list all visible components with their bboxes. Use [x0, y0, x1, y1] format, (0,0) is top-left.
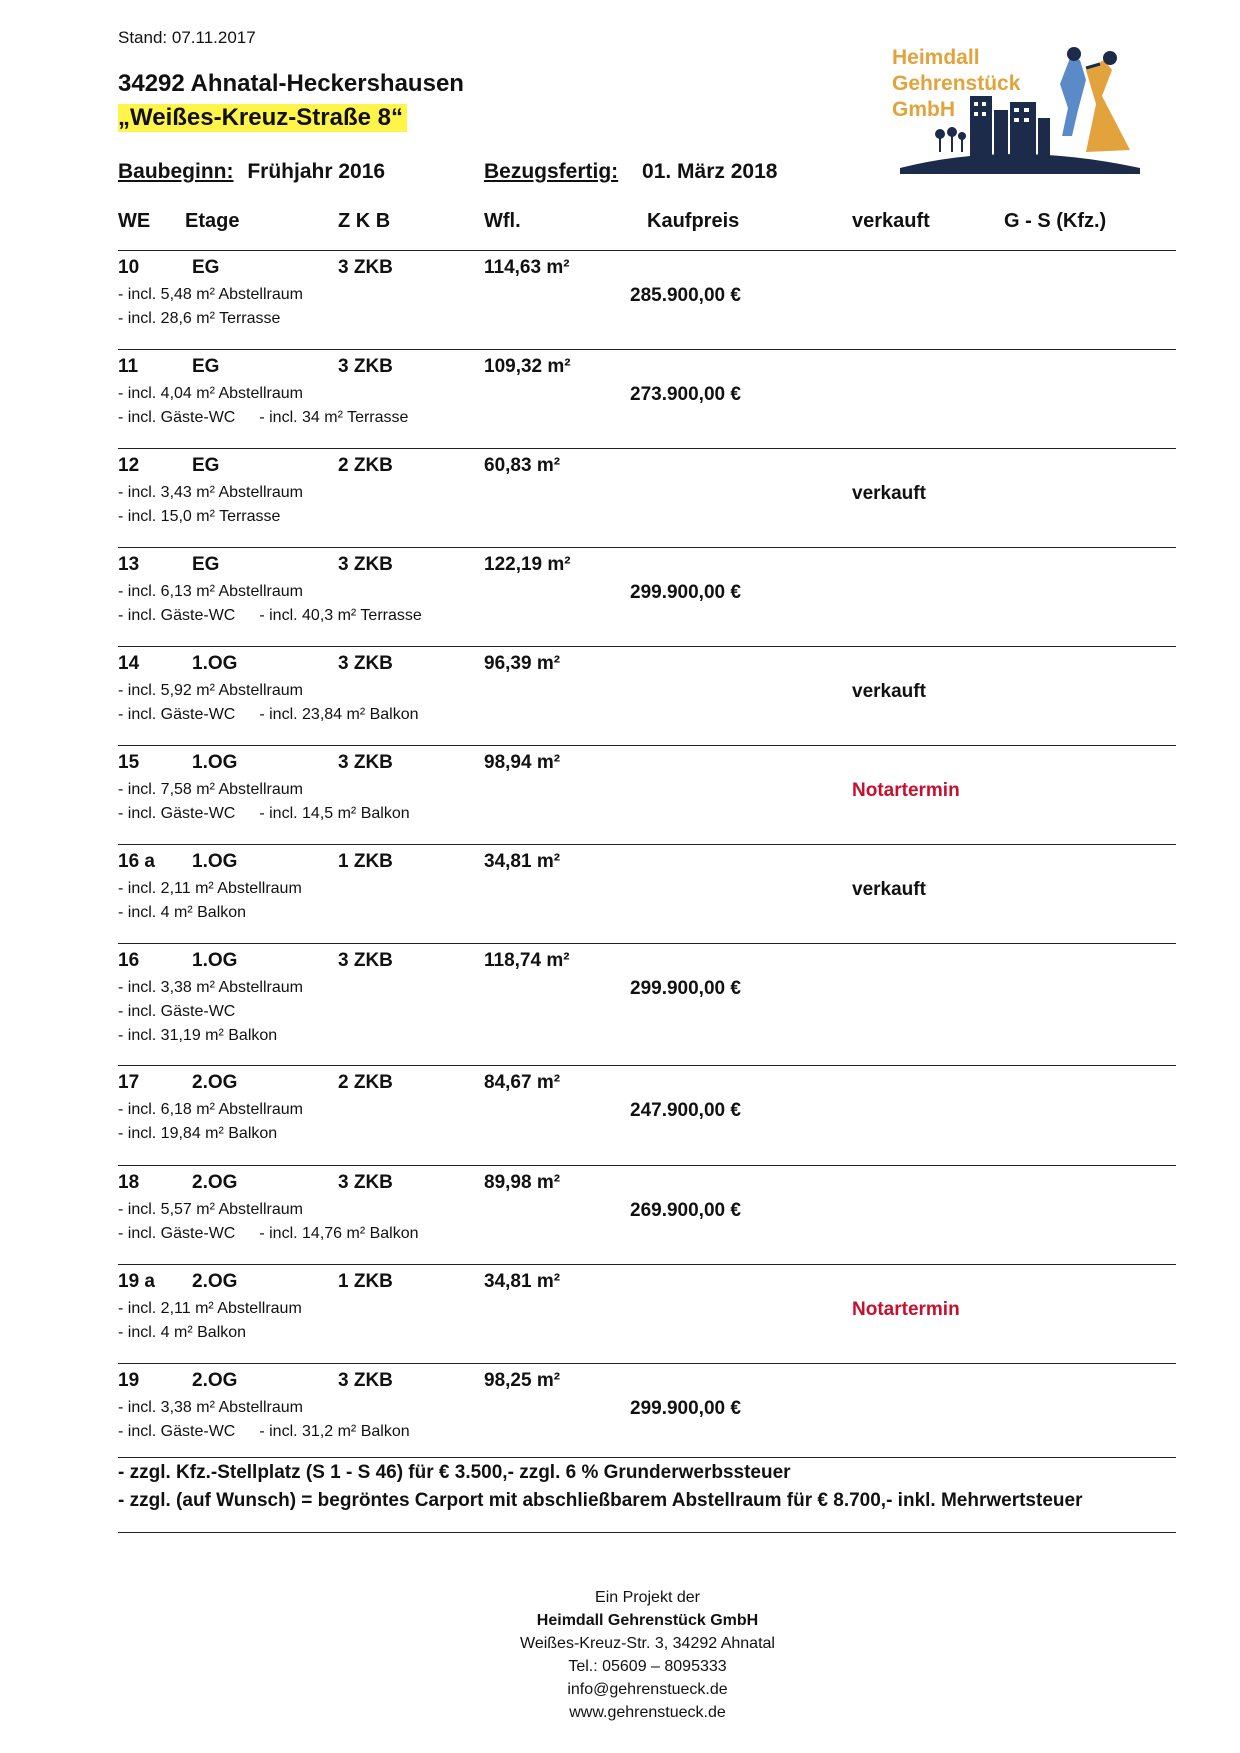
- unit-number: 19: [118, 1370, 140, 1391]
- divider: [118, 1264, 1176, 1265]
- unit-number: 19 a: [118, 1271, 155, 1292]
- unit-detail: - incl. 3,38 m² Abstellraum: [118, 979, 303, 996]
- unit-detail: - incl. Gäste-WC: [118, 805, 236, 822]
- unit-area: 89,98 m²: [484, 1172, 561, 1193]
- unit-number: 14: [118, 653, 140, 674]
- bezugsfertig: [484, 160, 777, 184]
- col-header-verkauft: verkauft: [852, 210, 930, 232]
- footer-company: Heimdall Gehrenstück GmbH: [536, 1612, 759, 1629]
- unit-price: 247.900,00 €: [630, 1100, 741, 1121]
- unit-detail-line: [118, 1225, 419, 1243]
- unit-detail-line: [118, 904, 246, 922]
- divider: [118, 250, 1176, 251]
- unit-detail: - incl. 5,48 m² Abstellraum: [118, 286, 303, 303]
- unit-detail: - incl. 31,19 m² Balkon: [118, 1027, 278, 1044]
- unit-detail-line: [118, 1201, 303, 1219]
- stand-date: Stand: 07.11.2017: [118, 28, 256, 47]
- divider: [118, 844, 1176, 845]
- unit-number: 16: [118, 950, 140, 971]
- unit-detail: - incl. 3,43 m² Abstellraum: [118, 484, 303, 501]
- company-logo: [890, 40, 1150, 180]
- unit-area: 34,81 m²: [484, 851, 561, 872]
- unit-detail-line: [118, 1423, 410, 1441]
- col-header-zkb: Z K B: [338, 210, 391, 232]
- bezugsfertig-label: Bezugsfertig:: [484, 160, 619, 183]
- col-header-gs: G - S (Kfz.): [1004, 210, 1107, 232]
- unit-rooms: 3 ZKB: [338, 653, 393, 674]
- unit-detail: - incl. Gäste-WC: [118, 1003, 236, 1020]
- divider: [118, 1363, 1176, 1364]
- divider: [118, 1165, 1176, 1166]
- col-header-etage: Etage: [185, 210, 240, 232]
- col-header-wfl: Wfl.: [484, 210, 521, 232]
- unit-detail-line: [118, 682, 303, 700]
- unit-floor: 1.OG: [192, 950, 238, 971]
- unit-rooms: 3 ZKB: [338, 1370, 393, 1391]
- col-header-we: WE: [118, 210, 151, 232]
- unit-area: 114,63 m²: [484, 257, 570, 278]
- unit-rooms: 3 ZKB: [338, 1172, 393, 1193]
- unit-floor: EG: [192, 257, 220, 278]
- project-city: 34292 Ahnatal-Heckershausen: [118, 70, 464, 97]
- unit-floor: 1.OG: [192, 653, 238, 674]
- unit-detail: - incl. Gäste-WC: [118, 607, 236, 624]
- unit-floor: 1.OG: [192, 851, 238, 872]
- unit-detail-line: [118, 508, 280, 526]
- unit-detail: - incl. 6,18 m² Abstellraum: [118, 1101, 303, 1118]
- unit-number: 10: [118, 257, 140, 278]
- unit-area: 98,94 m²: [484, 752, 561, 773]
- unit-area: 109,32 m²: [484, 356, 571, 377]
- unit-number: 16 a: [118, 851, 155, 872]
- dancers-icon: [1060, 47, 1130, 152]
- unit-rooms: 3 ZKB: [338, 752, 393, 773]
- unit-floor: 1.OG: [192, 752, 238, 773]
- divider: [118, 547, 1176, 548]
- unit-rooms: 3 ZKB: [338, 257, 393, 278]
- unit-detail: - incl. Gäste-WC: [118, 409, 236, 426]
- tree-icon: [935, 127, 966, 152]
- unit-number: 11: [118, 356, 139, 377]
- unit-detail: - incl. 5,92 m² Abstellraum: [118, 682, 303, 699]
- unit-detail-line: [118, 607, 422, 625]
- unit-detail: - incl. 14,5 m² Balkon: [259, 805, 410, 822]
- divider: [118, 1532, 1176, 1533]
- unit-floor: EG: [192, 356, 220, 377]
- unit-number: 18: [118, 1172, 140, 1193]
- unit-detail-line: [118, 805, 410, 823]
- unit-detail-line: [118, 409, 408, 427]
- unit-detail: - incl. 7,58 m² Abstellraum: [118, 781, 303, 798]
- unit-detail: - incl. 4,04 m² Abstellraum: [118, 385, 303, 402]
- note-carport: - zzgl. (auf Wunsch) = begröntes Carport mit abschließbarem Abstellraum für € 8.700,- inkl. Mehrwertsteuer: [118, 1490, 1083, 1511]
- unit-detail-line: [118, 385, 303, 403]
- unit-rooms: 1 ZKB: [338, 1271, 393, 1292]
- unit-floor: 2.OG: [192, 1370, 238, 1391]
- unit-detail-line: [118, 1003, 235, 1021]
- divider: [118, 448, 1176, 449]
- divider: [118, 943, 1176, 944]
- unit-detail-line: [118, 1027, 277, 1045]
- unit-detail: - incl. Gäste-WC: [118, 1225, 236, 1242]
- unit-detail-line: [118, 706, 419, 724]
- unit-price: 299.900,00 €: [630, 1398, 741, 1419]
- footer-address: Weißes-Kreuz-Str. 3, 34292 Ahnatal: [520, 1635, 775, 1652]
- unit-detail: - incl. 5,57 m² Abstellraum: [118, 1201, 303, 1218]
- unit-status: verkauft: [852, 483, 926, 504]
- unit-rooms: 3 ZKB: [338, 950, 393, 971]
- footer-email: info@gehrenstueck.de: [567, 1681, 728, 1698]
- unit-detail: - incl. 2,11 m² Abstellraum: [118, 880, 302, 897]
- unit-detail: - incl. 4 m² Balkon: [118, 1324, 247, 1341]
- unit-area: 96,39 m²: [484, 653, 561, 674]
- unit-detail-line: [118, 583, 303, 601]
- unit-price: 269.900,00 €: [630, 1200, 741, 1221]
- divider: [118, 745, 1176, 746]
- unit-detail: - incl. 6,13 m² Abstellraum: [118, 583, 303, 600]
- divider: [118, 646, 1176, 647]
- unit-detail: - incl. Gäste-WC: [118, 706, 236, 723]
- project-street: „Weißes-Kreuz-Straße 8“: [118, 104, 407, 132]
- unit-detail: - incl. Gäste-WC: [118, 1423, 236, 1440]
- logo-text-line3: GmbH: [892, 98, 955, 121]
- unit-detail: - incl. 15,0 m² Terrasse: [118, 508, 281, 525]
- unit-area: 34,81 m²: [484, 1271, 561, 1292]
- unit-number: 12: [118, 455, 140, 476]
- unit-floor: EG: [192, 554, 220, 575]
- unit-detail-line: [118, 880, 302, 898]
- unit-status: Notartermin: [852, 780, 960, 801]
- unit-detail-line: [118, 1125, 277, 1143]
- footer-intro: Ein Projekt der: [595, 1589, 700, 1606]
- unit-rooms: 2 ZKB: [338, 1072, 393, 1093]
- divider: [118, 1065, 1176, 1066]
- unit-detail-line: [118, 1101, 303, 1119]
- unit-detail-line: [118, 1300, 302, 1318]
- logo-text-line1: Heimdall: [892, 46, 980, 69]
- unit-detail: - incl. 31,2 m² Balkon: [259, 1423, 410, 1440]
- unit-floor: 2.OG: [192, 1172, 238, 1193]
- note-stellplatz: - zzgl. Kfz.-Stellplatz (S 1 - S 46) für € 3.500,- zzgl. 6 % Grunderwerbssteuer: [118, 1462, 791, 1483]
- unit-detail-line: [118, 979, 303, 997]
- baubeginn-label: Baubeginn:: [118, 160, 234, 183]
- unit-price: 273.900,00 €: [630, 384, 741, 405]
- unit-number: 13: [118, 554, 140, 575]
- unit-detail: - incl. 28,6 m² Terrasse: [118, 310, 281, 327]
- unit-status: verkauft: [852, 879, 926, 900]
- unit-detail: - incl. 14,76 m² Balkon: [259, 1225, 419, 1242]
- unit-detail: - incl. 4 m² Balkon: [118, 904, 247, 921]
- col-header-kaufpreis: Kaufpreis: [647, 210, 740, 232]
- unit-floor: 2.OG: [192, 1072, 238, 1093]
- baubeginn-value: Frühjahr 2016: [247, 160, 386, 183]
- unit-rooms: 3 ZKB: [338, 356, 393, 377]
- unit-detail: - incl. 2,11 m² Abstellraum: [118, 1300, 302, 1317]
- footer-web: www.gehrenstueck.de: [569, 1704, 726, 1721]
- unit-detail-line: [118, 286, 303, 304]
- unit-status: verkauft: [852, 681, 926, 702]
- unit-number: 17: [118, 1072, 140, 1093]
- unit-detail: - incl. 3,38 m² Abstellraum: [118, 1399, 303, 1416]
- baubeginn: [118, 160, 385, 184]
- unit-floor: EG: [192, 455, 220, 476]
- logo-text-line2: Gehrenstück: [892, 72, 1021, 95]
- unit-rooms: 1 ZKB: [338, 851, 393, 872]
- footer: [0, 1586, 1240, 1724]
- unit-detail: - incl. 23,84 m² Balkon: [259, 706, 419, 723]
- bezugsfertig-value: 01. März 2018: [642, 160, 778, 183]
- unit-status: Notartermin: [852, 1299, 960, 1320]
- unit-detail-line: [118, 484, 303, 502]
- unit-rooms: 2 ZKB: [338, 455, 393, 476]
- unit-detail: - incl. 40,3 m² Terrasse: [259, 607, 422, 624]
- unit-rooms: 3 ZKB: [338, 554, 393, 575]
- unit-detail: - incl. 34 m² Terrasse: [259, 409, 409, 426]
- unit-price: 285.900,00 €: [630, 285, 741, 306]
- divider: [118, 349, 1176, 350]
- unit-detail-line: [118, 1399, 303, 1417]
- unit-area: 98,25 m²: [484, 1370, 561, 1391]
- unit-detail: - incl. 19,84 m² Balkon: [118, 1125, 278, 1142]
- unit-floor: 2.OG: [192, 1271, 238, 1292]
- unit-area: 84,67 m²: [484, 1072, 561, 1093]
- unit-area: 118,74 m²: [484, 950, 570, 971]
- unit-price: 299.900,00 €: [630, 582, 741, 603]
- unit-area: 122,19 m²: [484, 554, 571, 575]
- unit-detail-line: [118, 310, 280, 328]
- unit-detail-line: [118, 781, 303, 799]
- footer-phone: Tel.: 05609 – 8095333: [568, 1658, 727, 1675]
- unit-price: 299.900,00 €: [630, 978, 741, 999]
- unit-number: 15: [118, 752, 140, 773]
- unit-detail-line: [118, 1324, 246, 1342]
- divider: [118, 1457, 1176, 1458]
- unit-area: 60,83 m²: [484, 455, 561, 476]
